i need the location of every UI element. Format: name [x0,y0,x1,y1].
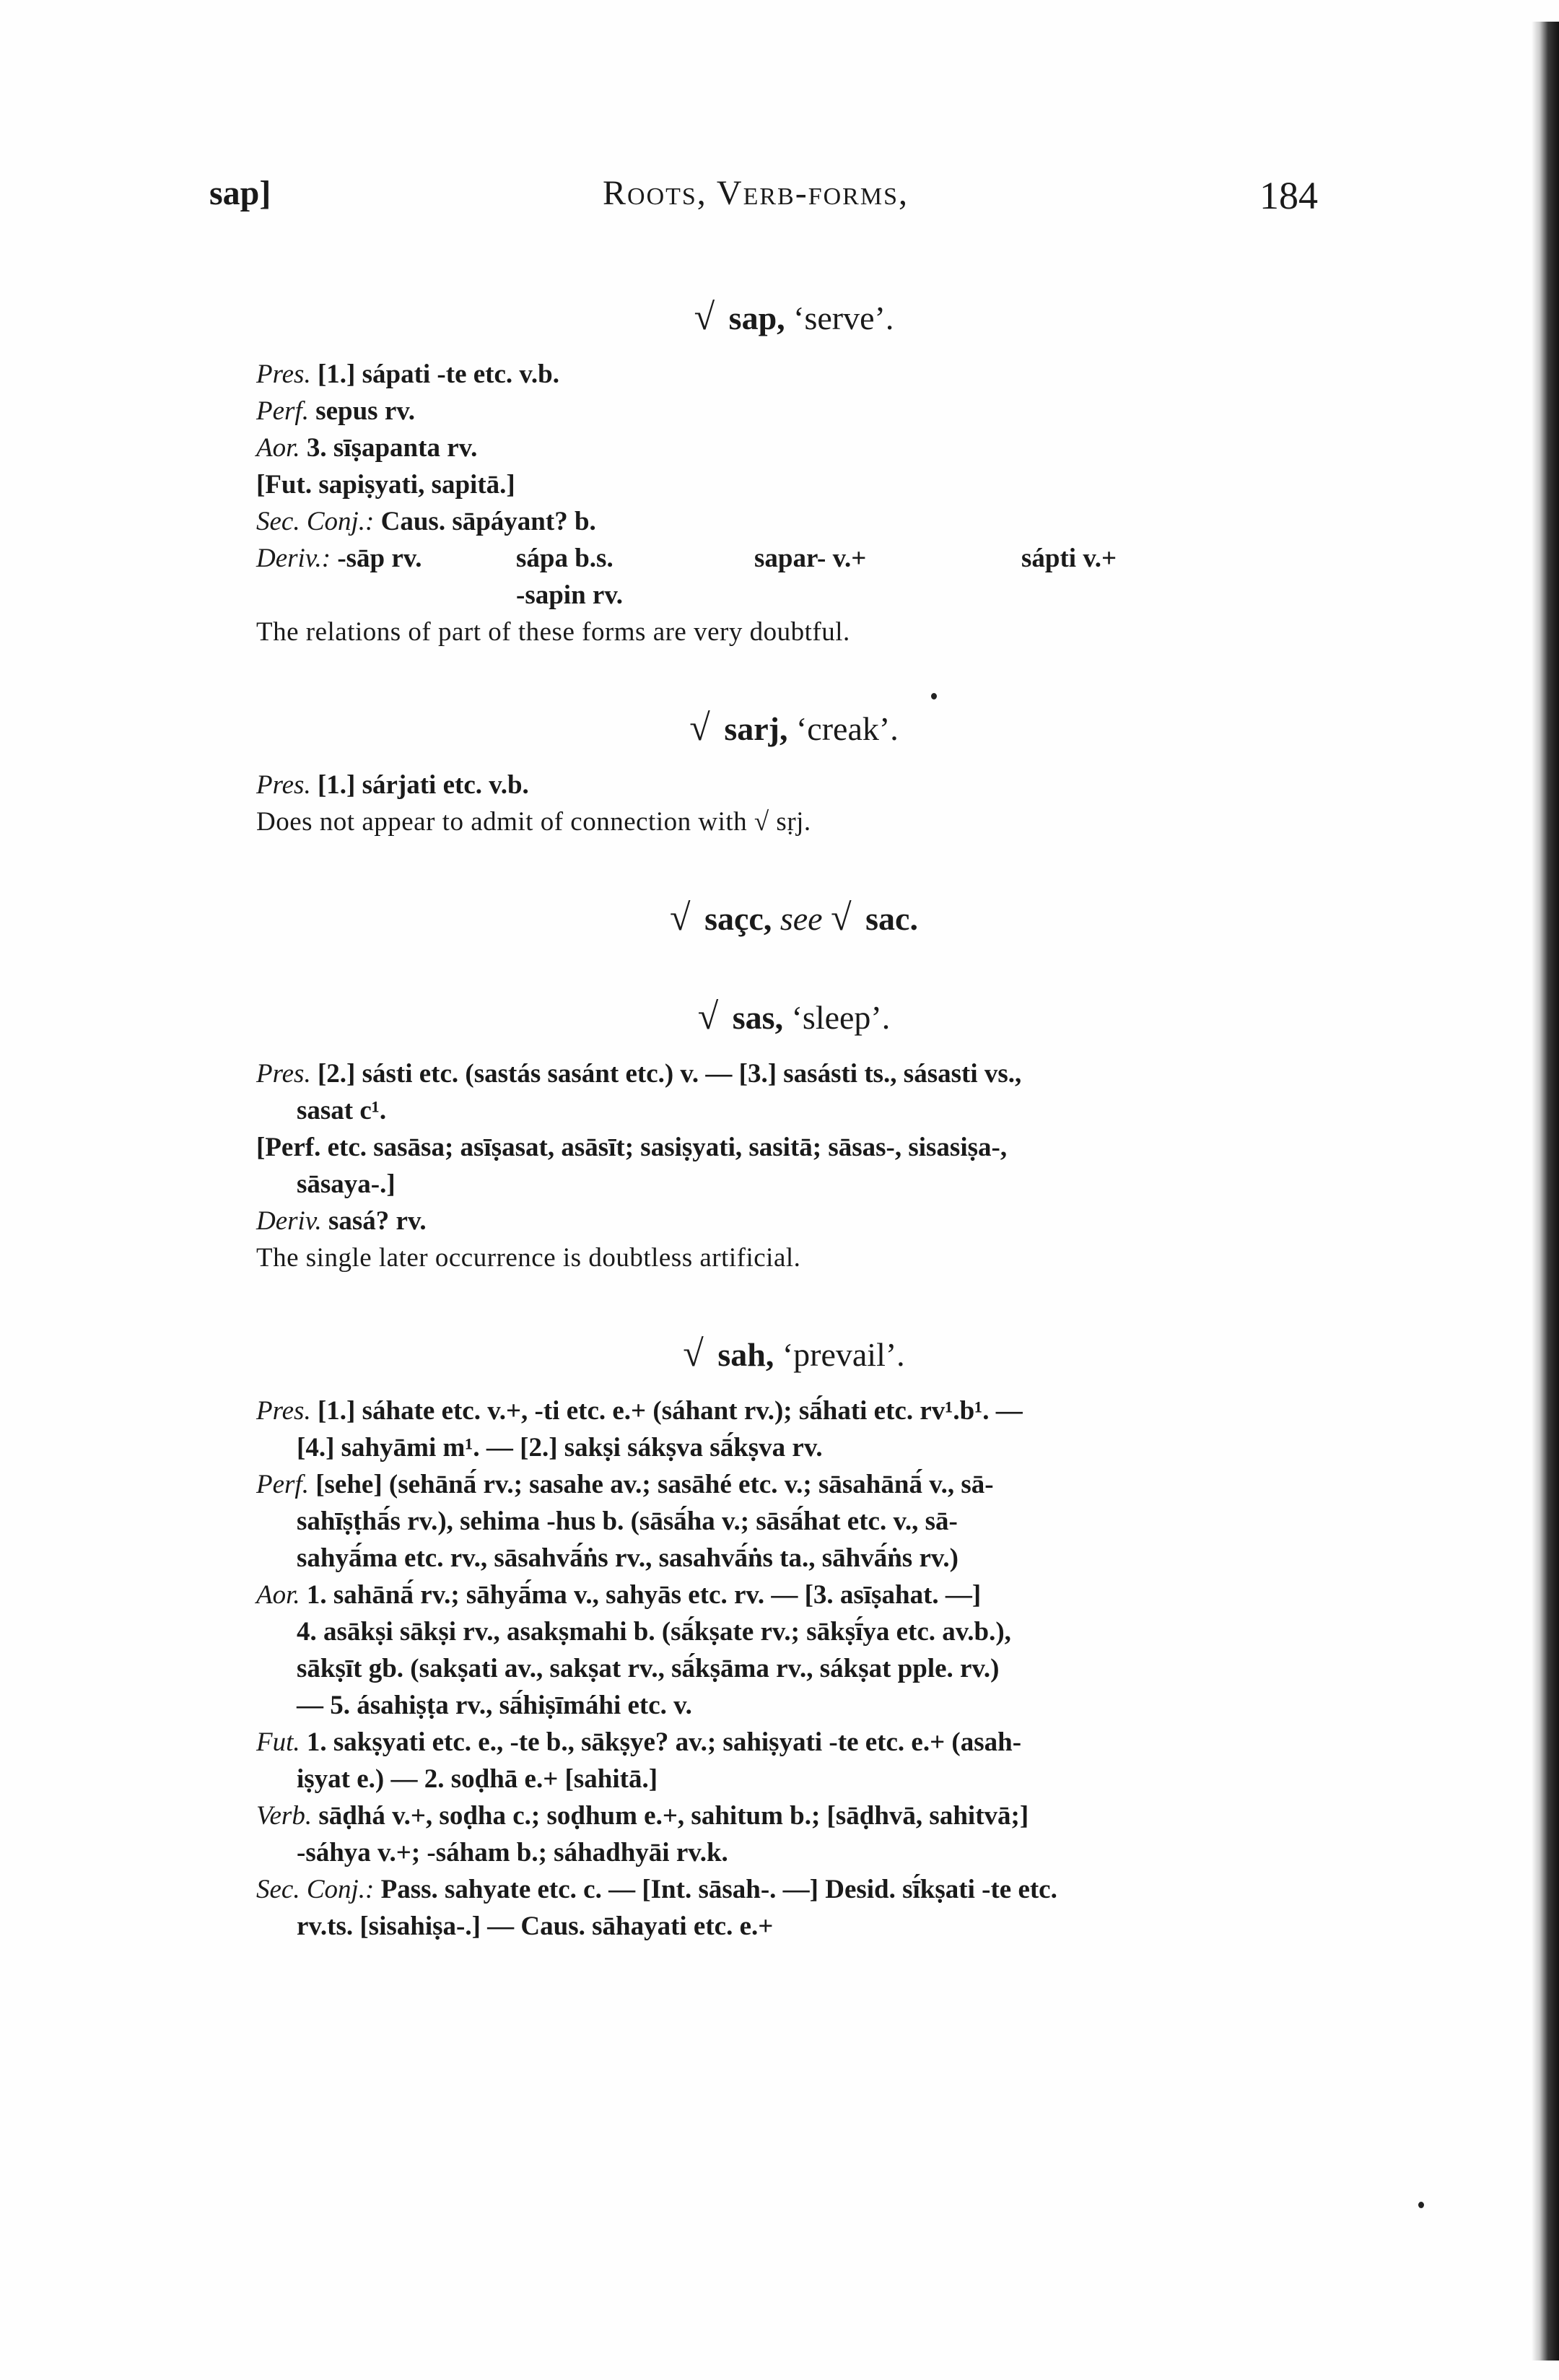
form-line-continued [256,1503,1332,1540]
radical-sign-icon: √ [831,897,852,938]
radical-sign-icon: √ [694,297,715,338]
form-line [256,1797,1332,1834]
form-line [256,1871,1332,1908]
form-line [256,1577,1332,1613]
form-line [256,1203,1332,1239]
form-label: Perf. [256,396,309,426]
form-label: Pres. [256,359,311,389]
root-gloss: ‘prevail’. [782,1336,905,1373]
form-label: Aor. [256,433,300,463]
page-number: 184 [1259,174,1318,217]
form-label: Sec. Conj.: [256,1875,375,1904]
form-text: [Fut. sapiṣyati, sapitā.] [256,470,515,500]
form-label: Pres. [256,1396,311,1426]
form-line [256,503,1332,540]
form-text: sākṣīt gb. (sakṣati av., sakṣat rv., sā́kṣāma rv., sákṣat pple. rv.) [297,1654,1000,1683]
ink-speck [1418,2202,1424,2208]
derivatives-row [256,540,1332,577]
form-line-continued [256,1761,1332,1797]
derivative: -sapin rv. [516,580,624,610]
form-text: sahyā́ma etc. rv., sāsahvā́ṅs rv., sasahvā́ṅs ta., sāhvā́ṅs rv.) [297,1543,958,1573]
form-text: [1.] sáhate etc. v.+, -ti etc. e.+ (sáhant rv.); sā́hati etc. rv¹.b¹. — [317,1396,1023,1426]
form-text: 1. sahānā́ rv.; sāhyā́ma v., sahyās etc. rv. — [3. asīṣahat. —] [306,1580,982,1610]
form-text: sasat c¹. [297,1096,387,1125]
form-text: iṣyat e.) — 2. soḍhā e.+ [sahitā.] [297,1764,658,1794]
radical-sign-icon: √ [689,707,710,749]
form-label: Pres. [256,770,311,800]
form-line [256,430,1332,466]
root-heading [256,995,1332,1038]
form-line [256,393,1332,430]
derivative: -sāp rv. [337,544,422,573]
form-line [256,1466,1332,1503]
root-heading [256,1333,1332,1375]
form-line-continued [256,1908,1332,1945]
form-line [256,767,1332,803]
form-text: sahīṣṭhā́s rv.), sehima -hus b. (sāsā́ha v.; sāsā́hat etc. v., sā- [297,1507,958,1536]
derivative: sapar- v.+ [754,544,867,573]
form-text: [2.] sásti etc. (sastás sasánt etc.) v. — [3.] sasásti ts., sásasti vs., [317,1059,1022,1089]
form-line-continued [256,1540,1332,1577]
form-text: sāḍhá v.+, soḍha c.; soḍhum e.+, sahitum b.; [sāḍhvā, sahitvā;] [318,1801,1029,1831]
note: Does not appear to admit of connection with √ sṛj. [256,807,811,837]
page-body [256,296,1332,2001]
form-line [256,356,1332,393]
form-line [256,1724,1332,1761]
note: The relations of part of these forms are very doubtful. [256,617,850,647]
form-line [256,1055,1332,1092]
root-entry-sarj [256,707,1332,840]
root-gloss: ‘creak’. [795,710,899,747]
root-gloss: ‘sleep’. [791,999,891,1036]
form-text: [Perf. etc. sasāsa; asīṣasat, asāsīt; sasiṣyati, sasitā; sāsas-, sisasiṣa-, [256,1133,1008,1162]
form-line-continued [256,1613,1332,1650]
ink-speck [931,693,937,699]
form-text: sasá? rv. [328,1206,427,1236]
form-text: 1. sakṣyati etc. e., -te b., sākṣye? av.; sahiṣyati -te etc. e.+ (asah- [306,1727,1022,1757]
form-line-continued [256,1687,1332,1724]
form-line-continued [256,1166,1332,1203]
root-gloss: ‘serve’. [793,300,894,336]
derivative: sápa b.s. [516,544,613,573]
running-head-title: Roots, Verb-forms, [603,174,909,212]
form-label: Aor. [256,1580,300,1610]
root-name: sarj, [724,710,788,747]
radical-sign-icon: √ [670,897,691,938]
root-heading [256,707,1332,749]
scan-shadow-edge [1532,22,1559,2361]
form-text: [sehe] (sehānā́ rv.; sasahe av.; sasāhé etc. v.; sāsahānā́ v., sā- [315,1470,994,1499]
form-text: Pass. sahyate etc. c. — [Int. sāsah-. —] Desid. sī́kṣati -te etc. [380,1875,1057,1904]
form-line [256,1392,1332,1429]
form-line [256,1129,1332,1166]
derivatives-row [256,577,1332,614]
root-entry-sap [256,296,1332,650]
derivative: sápti v.+ [1021,544,1117,573]
root-name: sas, [732,999,784,1036]
form-text: [1.] sápati -te etc. v.b. [317,359,559,389]
form-label: Perf. [256,1470,309,1499]
form-text: [4.] sahyāmi m¹. — [2.] sakṣi sákṣva sā́kṣva rv. [297,1433,823,1463]
form-text: Caus. sāpáyant? b. [380,507,596,536]
form-label: Verb. [256,1801,313,1831]
form-text: 3. sīṣapanta rv. [306,433,478,463]
running-head-left: sap] [209,174,271,212]
form-label: Sec. Conj.: [256,507,375,536]
radical-sign-icon: √ [683,1333,704,1374]
form-text: 4. asākṣi sākṣi rv., asakṣmahi b. (sā́kṣate rv.; sākṣī́ya etc. av.b.), [297,1617,1011,1647]
form-text: [1.] sárjati etc. v.b. [317,770,529,800]
root-name: sah, [717,1336,774,1373]
form-text: sepus rv. [315,396,415,426]
note: The single later occurrence is doubtless artificial. [256,1243,801,1273]
root-name: sap, [728,300,785,336]
root-name: saçc, [704,900,772,937]
form-line-continued [256,1429,1332,1466]
radical-sign-icon: √ [697,996,719,1037]
form-line-continued [256,1092,1332,1129]
form-label: Deriv.: [256,544,331,573]
root-entry-sacc [256,897,1332,939]
form-line-continued [256,1834,1332,1871]
form-line [256,466,1332,503]
root-entry-sas [256,995,1332,1276]
form-text: — 5. ásahiṣṭa rv., sā́hiṣīmáhi etc. v. [297,1691,692,1720]
form-label: Deriv. [256,1206,322,1236]
form-text: -sáhya v.+; -sáham b.; sáhadhyāi rv.k. [297,1838,728,1867]
root-heading [256,296,1332,339]
form-text: sāsaya-.] [297,1169,396,1199]
form-label: Fut. [256,1727,300,1757]
form-line-continued [256,1650,1332,1687]
see-reference-root: sac. [865,900,918,937]
form-text: rv.ts. [sisahiṣa-.] — Caus. sāhayati etc. e.+ [297,1912,774,1941]
form-label: Pres. [256,1059,311,1089]
root-heading [256,897,1332,939]
see-reference-label: see [780,900,823,937]
root-entry-sah [256,1333,1332,1945]
